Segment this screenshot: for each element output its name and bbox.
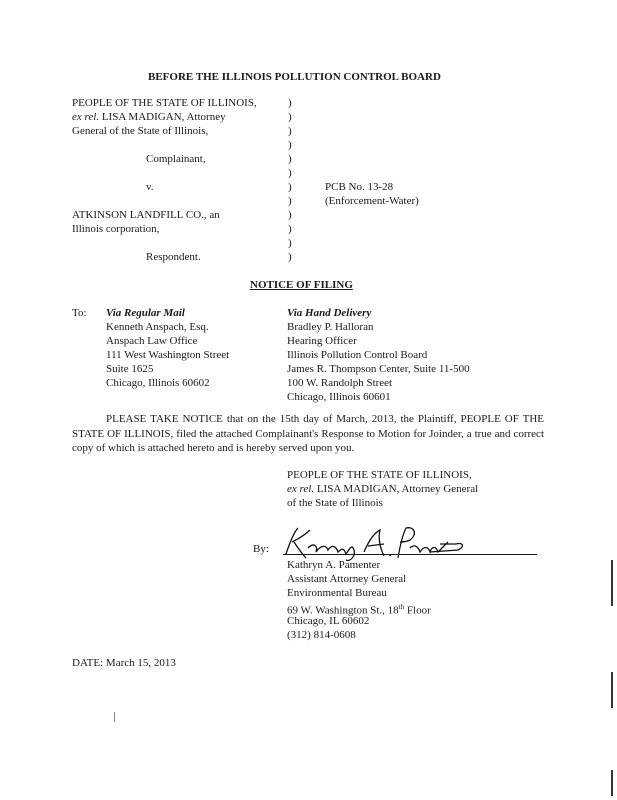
- caption-bracket: ): [288, 181, 292, 193]
- signature-party-line-2: [287, 482, 478, 496]
- complainant-label: Complainant,: [146, 153, 206, 165]
- notice-title: NOTICE OF FILING: [250, 279, 353, 291]
- scan-artifact: [114, 712, 115, 722]
- plaintiff-line-3: General of the State of Illinois,: [72, 125, 209, 137]
- recipient-line: Hearing Officer: [287, 335, 357, 347]
- by-label: By:: [253, 543, 269, 555]
- plaintiff-line-2: [72, 110, 226, 124]
- address-superscript: th: [398, 603, 405, 611]
- signer-name: Kathryn A. Pamenter: [287, 559, 381, 571]
- scan-artifact: [611, 770, 613, 796]
- to-label: To:: [72, 307, 87, 319]
- recipient-line: 111 West Washington Street: [106, 349, 230, 361]
- caption-bracket: ): [288, 195, 292, 207]
- caption-bracket: ): [288, 153, 292, 165]
- ex-rel-label: ex rel.: [72, 111, 100, 123]
- delivery-method-mail: Via Regular Mail: [106, 307, 185, 319]
- case-number: PCB No. 13-28: [325, 181, 394, 193]
- recipient-line: 100 W. Randolph Street: [287, 377, 393, 389]
- address-post: Floor: [404, 604, 431, 617]
- recipient-line: Chicago, Illinois 60602: [106, 377, 210, 389]
- caption-bracket: ): [288, 237, 292, 249]
- recipient-line: Bradley P. Halloran: [287, 321, 374, 333]
- caption-bracket: ): [288, 125, 292, 137]
- delivery-method-hand: Via Hand Delivery: [287, 307, 372, 319]
- address-pre: 69 W. Washington St., 18: [287, 604, 399, 617]
- recipient-line: Chicago, Illinois 60601: [287, 391, 391, 403]
- signature-party-line-2-rest: LISA MADIGAN, Attorney General: [316, 483, 479, 495]
- signature-line: [283, 554, 537, 555]
- caption-bracket: ): [288, 167, 292, 179]
- page-title: BEFORE THE ILLINOIS POLLUTION CONTROL BOARD: [148, 71, 441, 83]
- plaintiff-line-1: PEOPLE OF THE STATE OF ILLINOIS,: [72, 97, 257, 109]
- recipient-line: Illinois Pollution Control Board: [287, 349, 428, 361]
- caption-bracket: ): [288, 139, 292, 151]
- signer-phone: (312) 814-0608: [287, 629, 356, 641]
- scan-artifact: [611, 672, 613, 708]
- caption-bracket: ): [288, 251, 292, 263]
- signer-bureau: Environmental Bureau: [287, 587, 387, 599]
- notice-body: PLEASE TAKE NOTICE that on the 15th day of March, 2013, the Plaintiff, PEOPLE OF THE STATE OF ILLINOIS, filed the attached Complainant's Response to Motion for Joinder, a true and correct copy of which is attached hereto and is hereby served upon you.: [72, 413, 544, 454]
- recipient-line: Anspach Law Office: [106, 335, 198, 347]
- caption-bracket: ): [288, 111, 292, 123]
- signature-party-line-1: PEOPLE OF THE STATE OF ILLINOIS,: [287, 469, 472, 481]
- recipient-line: Suite 1625: [106, 363, 154, 375]
- signature-party-line-3: of the State of Illinois: [287, 497, 383, 509]
- case-type: (Enforcement-Water): [325, 195, 419, 207]
- signer-title: Assistant Attorney General: [287, 573, 407, 585]
- recipient-line: Kenneth Anspach, Esq.: [106, 321, 209, 333]
- defendant-line-2: Illinois corporation,: [72, 223, 160, 235]
- defendant-line-1: ATKINSON LANDFILL CO., an: [72, 209, 220, 221]
- signer-city: Chicago, IL 60602: [287, 615, 370, 627]
- recipient-line: James R. Thompson Center, Suite 11-500: [287, 363, 470, 375]
- ex-rel-label: ex rel.: [287, 483, 315, 495]
- caption-bracket: ): [288, 223, 292, 235]
- versus-label: v.: [146, 181, 154, 193]
- respondent-label: Respondent.: [146, 251, 201, 263]
- caption-bracket: ): [288, 209, 292, 221]
- plaintiff-line-2-rest: LISA MADIGAN, Attorney: [101, 111, 226, 123]
- date-line: DATE: March 15, 2013: [72, 657, 176, 669]
- caption-bracket: ): [288, 97, 292, 109]
- scan-artifact: [611, 560, 613, 606]
